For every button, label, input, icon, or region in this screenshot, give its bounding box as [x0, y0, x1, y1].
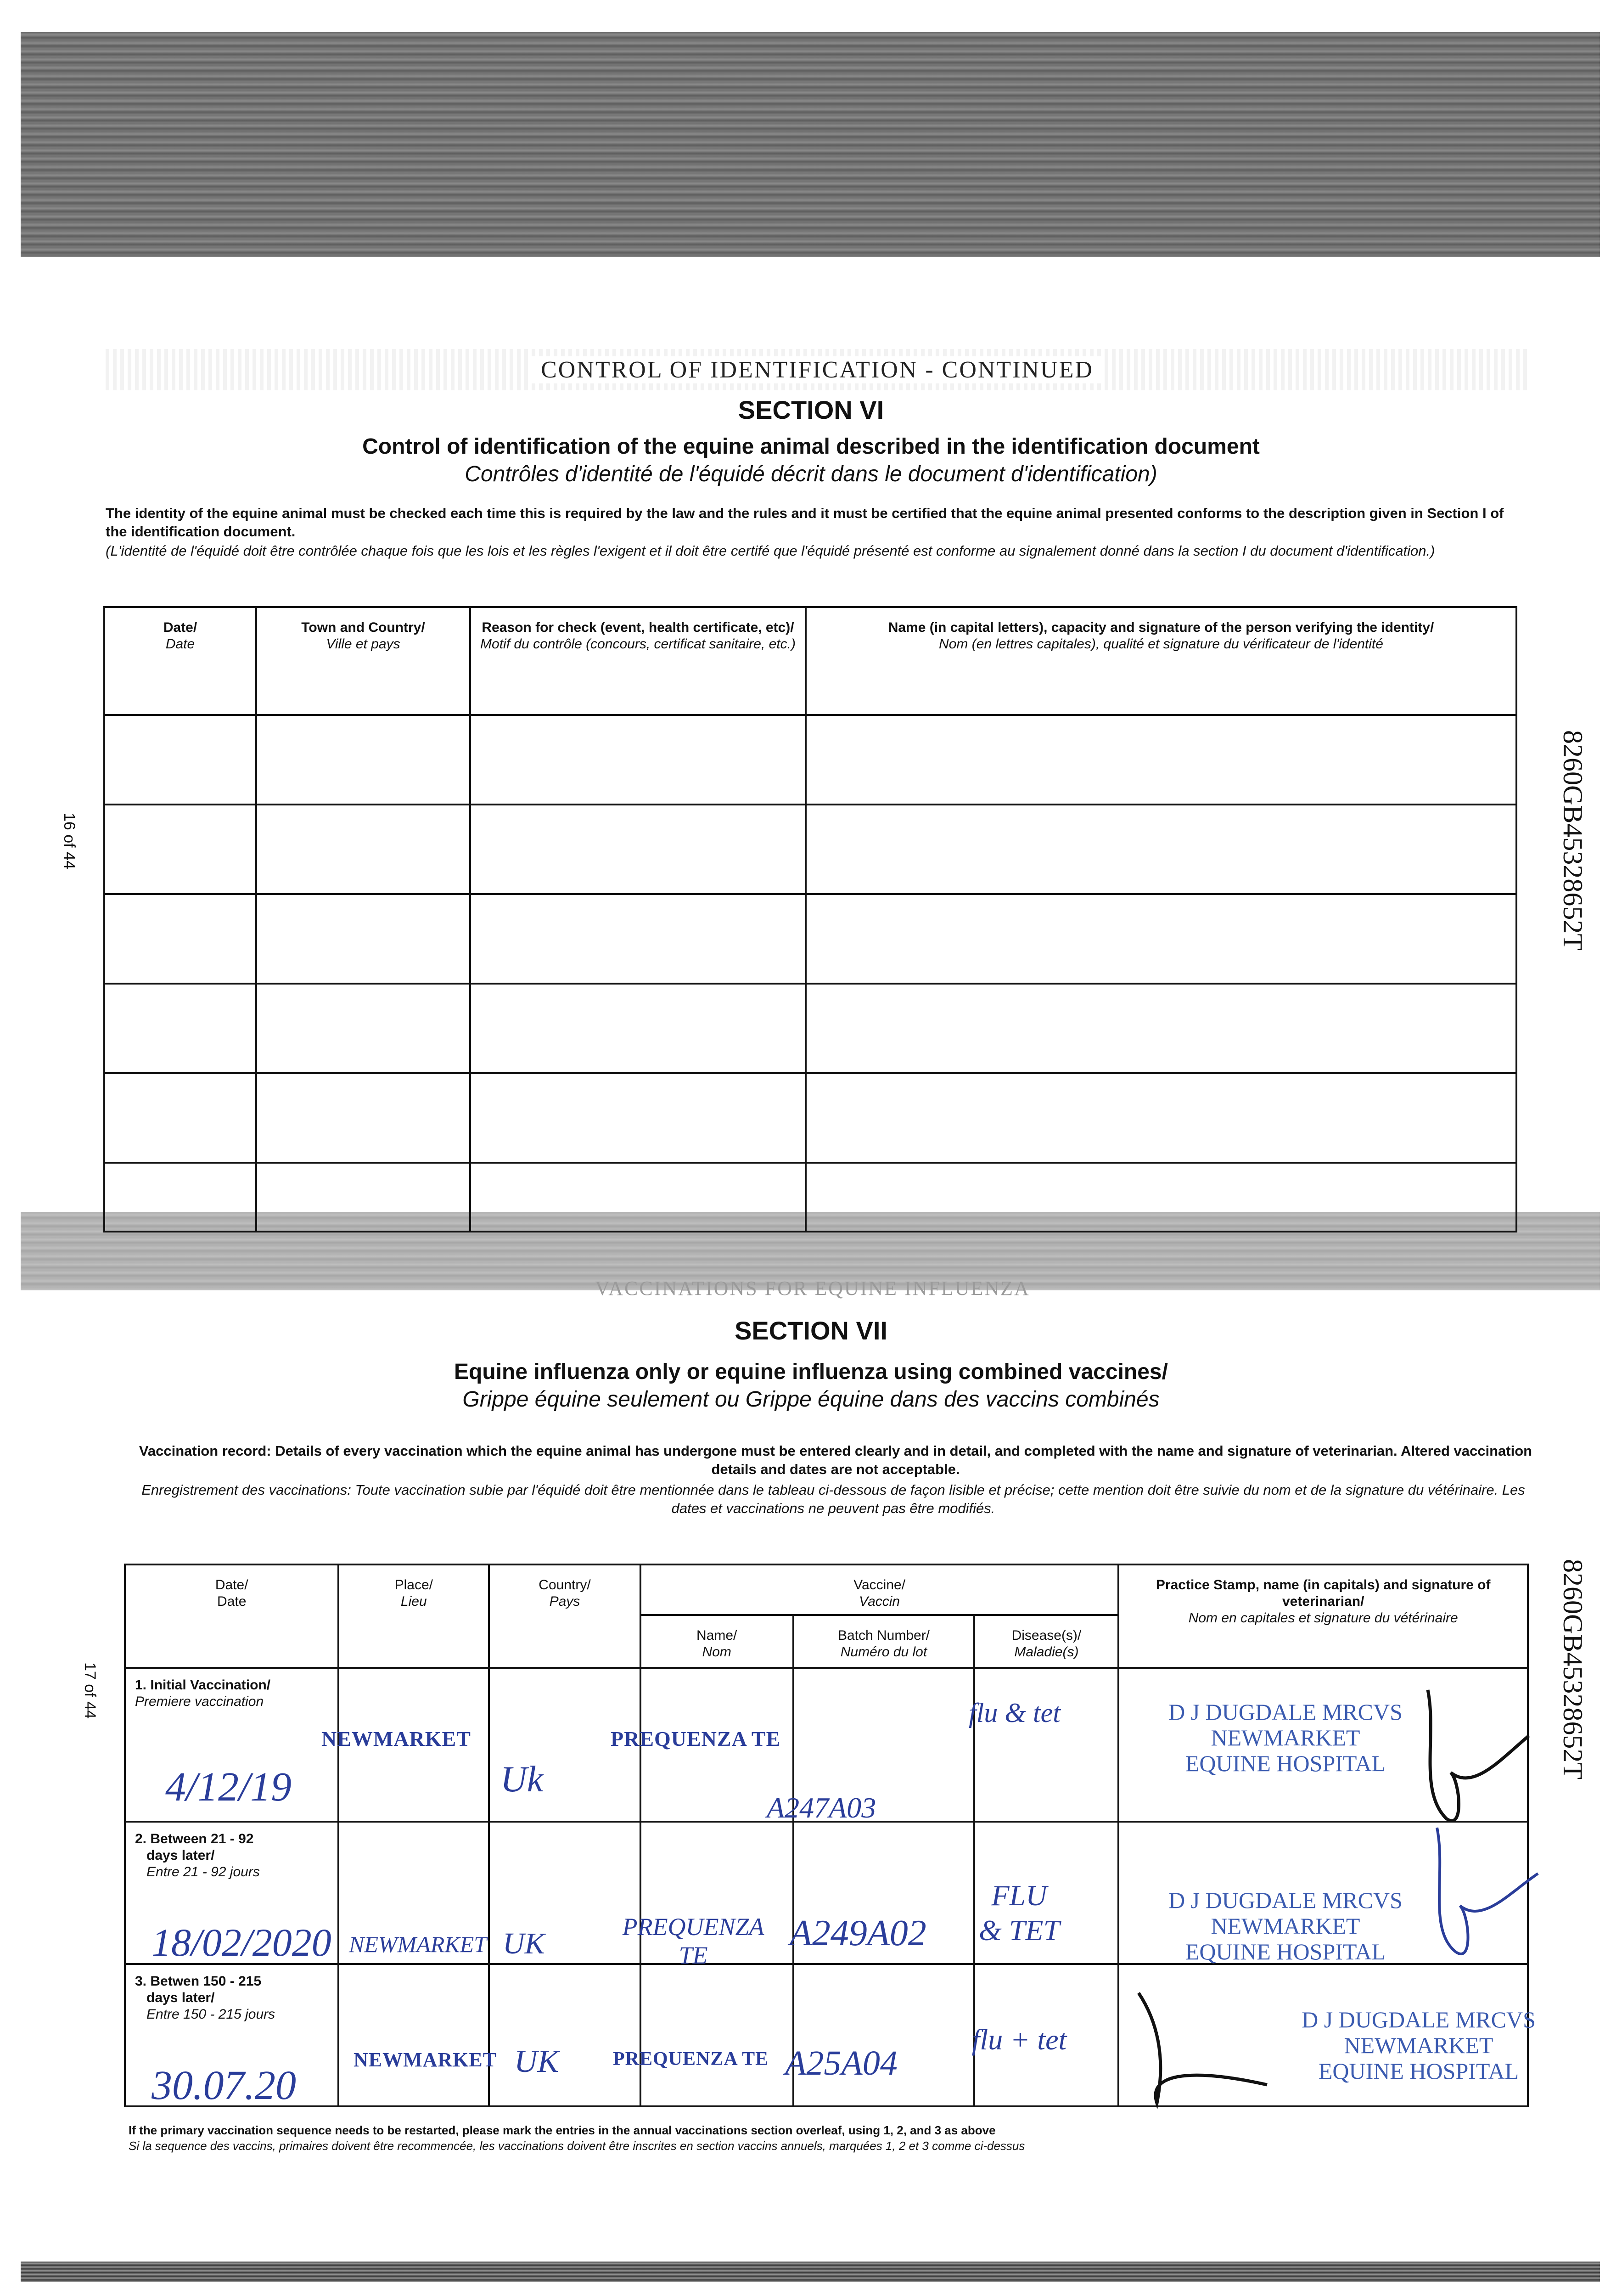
row2-date: 18/02/2020: [152, 1920, 331, 1964]
section7-paragraph-fr: Enregistrement des vaccinations: Toute vaccination subie par l'équidé doit être mentionnée dans le tableau ci-dessous de façon lisible et précise; cette mention doit être suivie du nom et de la signature du vétérinaire. Les dates et vaccinations ne peuvent pas être modifiés.: [141, 1482, 1525, 1516]
table-row: [104, 715, 1516, 805]
header-practice-stamp: Practice Stamp, name (in capitals) and signature of veterinarian/ Nom en capitales et signature du vétérinaire: [1118, 1564, 1528, 1668]
cell[interactable]: [104, 715, 256, 805]
section7-title: SECTION VII: [735, 1316, 887, 1345]
row3-country: UK: [514, 2044, 559, 2079]
section6-paragraph-fr: (L'identité de l'équidé doit être contrôlée chaque fois que les lois et les règles l'exigent et il doit être certifé que l'équidé présenté est conforme au signalement donné dans la section I du document d'identification.): [106, 543, 1435, 559]
cell[interactable]: [256, 984, 470, 1073]
table-row: [104, 1073, 1516, 1163]
cell[interactable]: [104, 1073, 256, 1163]
row2-signature-icon: [1414, 1818, 1552, 1970]
scan-shadow-top: [21, 32, 1600, 257]
footnote-en: If the primary vaccination sequence needs to be restarted, please mark the entries in the annual vaccinations section overleaf, using 1, 2, and 3 as above: [129, 2123, 996, 2137]
row1-date: 4/12/19: [165, 1764, 292, 1810]
cell[interactable]: [806, 715, 1516, 805]
section7-paragraph-en: Vaccination record: Details of every vaccination which the equine animal has undergone must be entered clearly and in detail, and completed with the name and signature of veterinarian. Altered vaccination details and dates are not acceptable.: [139, 1443, 1532, 1477]
table-row: [104, 1163, 1516, 1232]
row2-place: NEWMARKET: [349, 1931, 487, 1957]
cell[interactable]: [338, 1964, 489, 2106]
cell[interactable]: [470, 715, 806, 805]
row2-country: UK: [503, 1927, 545, 1960]
cell[interactable]: [806, 984, 1516, 1073]
row2-batch: A249A02: [790, 1913, 926, 1953]
row1-country: Uk: [500, 1759, 544, 1800]
row3-vaccine: PREQUENZA TE: [613, 2048, 769, 2070]
row3-disease: flu + tet: [971, 2023, 1067, 2056]
column-date: Date/ Date: [104, 607, 256, 715]
row2-practice-stamp: D J DUGDALE MRCVS NEWMARKET EQUINE HOSPITAL: [1168, 1887, 1403, 1964]
row-label: 1. Initial Vaccination/ Premiere vaccination: [125, 1668, 338, 1822]
row1-practice-stamp: D J DUGDALE MRCVS NEWMARKET EQUINE HOSPITAL: [1168, 1699, 1403, 1776]
cell[interactable]: [489, 1964, 640, 2106]
header-vaccine-name: Name/ Nom: [640, 1615, 793, 1668]
table-row: [104, 984, 1516, 1073]
section6-paragraph-en: The identity of the equine animal must be checked each time this is required by the law and the rules and it must be certified that the equine animal presented conforms to the description given in Section I of the identification document.: [106, 505, 1504, 540]
scan-shadow-bottom: [21, 2262, 1600, 2282]
side-code-top: 8260GB45328652T: [1558, 730, 1588, 951]
column-verifier: Name (in capital letters), capacity and signature of the person verifying the identity/ Nom (en lettres capitales), qualité et signature du vérificateur de l'identité: [806, 607, 1516, 715]
identification-check-table: [103, 606, 1517, 1232]
row3-date: 30.07.20: [152, 2063, 296, 2108]
row-label: 2. Between 21 - 92 days later/ Entre 21 - 92 jours: [125, 1822, 338, 1964]
section7-subtitle-fr: Grippe équine seulement ou Grippe équine dans des vaccins combinés: [462, 1387, 1160, 1412]
cell[interactable]: [256, 715, 470, 805]
cell[interactable]: [256, 894, 470, 984]
row2-vaccine: PREQUENZA TE: [622, 1913, 764, 1969]
table-row: [104, 894, 1516, 984]
cell[interactable]: [974, 1668, 1118, 1822]
cell[interactable]: [256, 805, 470, 894]
row3-batch: A25A04: [785, 2044, 898, 2082]
cell[interactable]: [470, 1163, 806, 1232]
section6-title: SECTION VI: [738, 395, 884, 424]
cell[interactable]: [806, 805, 1516, 894]
row3-place: NEWMARKET: [354, 2048, 497, 2071]
column-reason: Reason for check (event, health certificate, etc)/ Motif du contrôle (concours, certificat sanitaire, etc.): [470, 607, 806, 715]
section6-banner: CONTROL OF IDENTIFICATION - CONTINUED: [106, 349, 1529, 390]
section7-subtitle-en: Equine influenza only or equine influenza using combined vaccines/: [454, 1360, 1168, 1384]
header-place: Place/ Lieu: [338, 1564, 489, 1668]
section6-subtitle-en: Control of identification of the equine animal described in the identification document: [362, 434, 1260, 459]
cell[interactable]: [256, 1073, 470, 1163]
table-row: [104, 805, 1516, 894]
row-label: 3. Betwen 150 - 215 days later/ Entre 150 - 215 jours: [125, 1964, 338, 2106]
cell[interactable]: [104, 1163, 256, 1232]
header-country: Country/ Pays: [489, 1564, 640, 1668]
row1-vaccine: PREQUENZA TE: [611, 1727, 781, 1750]
row1-batch: A247A03: [767, 1791, 876, 1824]
cell[interactable]: [470, 1073, 806, 1163]
cell[interactable]: [806, 1073, 1516, 1163]
column-town-country: Town and Country/ Ville et pays: [256, 607, 470, 715]
cell[interactable]: [806, 1163, 1516, 1232]
header-vaccine: Vaccine/ Vaccin: [640, 1564, 1119, 1615]
footnote-fr: Si la sequence des vaccins, primaires doivent être recommencée, les vaccinations doivent être inscrites en section vaccins annuels, marquées 1, 2 et 3 comme ci-dessus: [129, 2139, 1025, 2153]
row3-practice-stamp: D J DUGDALE MRCVS NEWMARKET EQUINE HOSPITAL: [1302, 2007, 1536, 2084]
cell[interactable]: [806, 894, 1516, 984]
page-label-17: 17 of 44: [81, 1662, 99, 1719]
row2-disease: FLU & TET: [978, 1879, 1060, 1947]
cell[interactable]: [470, 894, 806, 984]
cell[interactable]: [104, 984, 256, 1073]
section6-subtitle-fr: Contrôles d'identité de l'équidé décrit dans le document d'identification): [465, 462, 1157, 486]
cell[interactable]: [256, 1163, 470, 1232]
cell[interactable]: [104, 894, 256, 984]
cell[interactable]: [793, 1964, 975, 2106]
side-code-bottom: 8260GB45328652T: [1558, 1559, 1588, 1779]
cell[interactable]: [104, 805, 256, 894]
page-label-16: 16 of 44: [61, 813, 78, 869]
cell[interactable]: [640, 1964, 793, 2106]
header-batch-number: Batch Number/ Numéro du lot: [793, 1615, 975, 1668]
row3-signature-icon: [1129, 1984, 1276, 2122]
row1-disease: flu & tet: [969, 1698, 1061, 1728]
cell[interactable]: [470, 805, 806, 894]
row1-place: NEWMARKET: [321, 1727, 471, 1750]
header-disease: Disease(s)/ Maladie(s): [974, 1615, 1118, 1668]
cell[interactable]: [470, 984, 806, 1073]
header-date: Date/ Date: [125, 1564, 338, 1668]
section7-banner: VACCINATIONS FOR EQUINE INFLUENZA: [595, 1277, 1030, 1300]
row1-signature-icon: [1409, 1681, 1561, 1832]
